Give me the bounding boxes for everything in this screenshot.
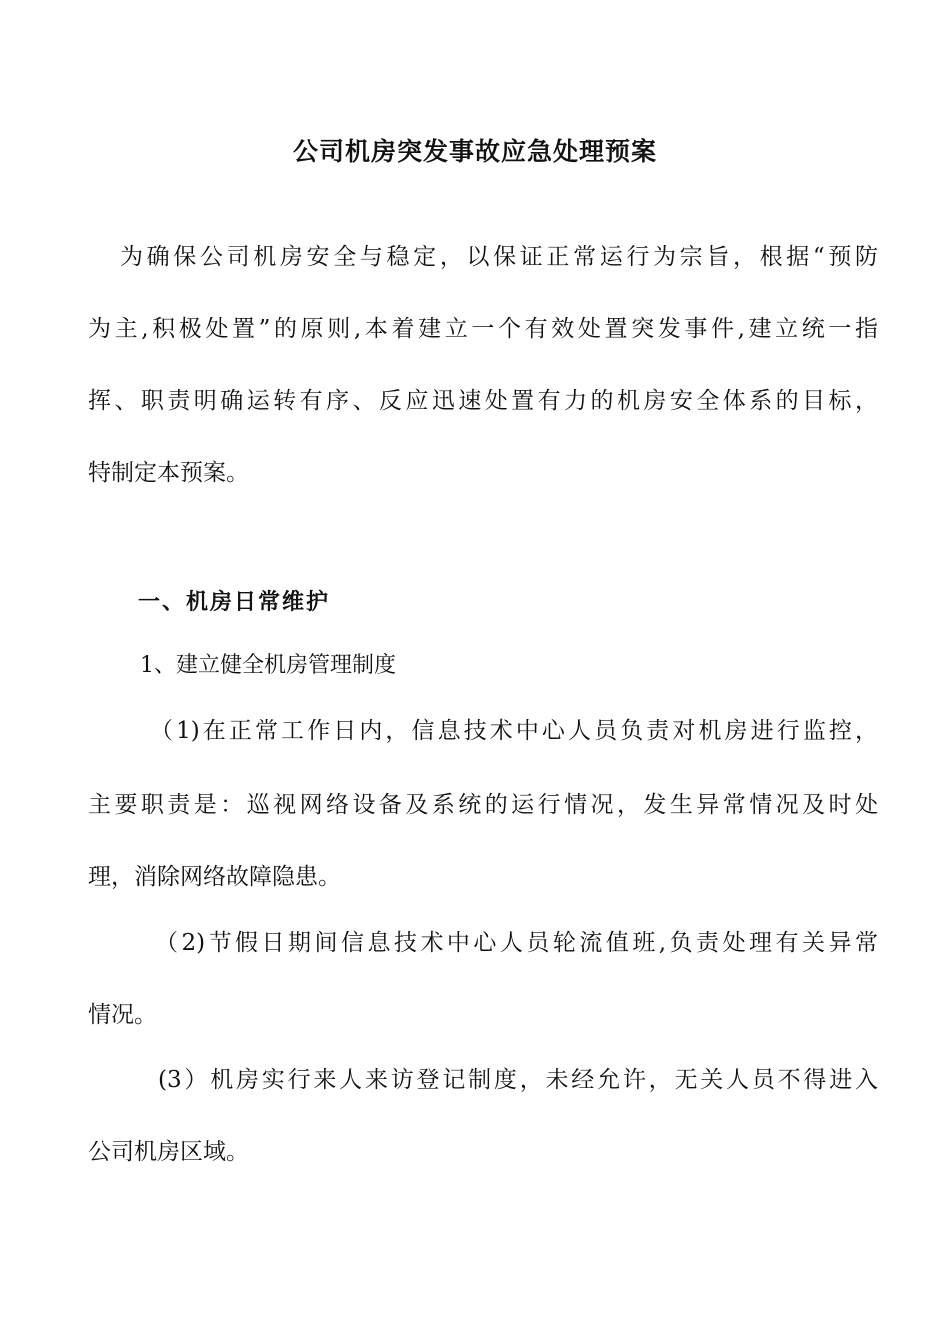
intro-line-4: 特制定本预案。 bbox=[88, 460, 249, 486]
item-3-line-1: (3）机房实行来人来访登记制度，未经允许，无关人员不得进入 bbox=[158, 1067, 878, 1093]
item-2-line-2: 情况。 bbox=[88, 1002, 157, 1028]
intro-line-2: 为主,积极处置”的原则,本着建立一个有效处置突发事件,建立统一指 bbox=[88, 316, 878, 342]
section-heading: 一、机房日常维护 bbox=[138, 589, 331, 615]
intro-line-1: 为确保公司机房安全与稳定，以保证正常运行为宗旨，根据“预防 bbox=[120, 244, 878, 270]
item-3-line-2: 公司机房区域。 bbox=[88, 1139, 249, 1165]
document-title: 公司机房突发事故应急处理预案 bbox=[292, 137, 657, 166]
item-1-line-1: （1)在正常工作日内，信息技术中心人员负责对机房进行监控， bbox=[150, 718, 878, 744]
item-2-line-1: （2)节假日期间信息技术中心人员轮流值班,负责处理有关异常 bbox=[155, 930, 878, 956]
item-1-line-3: 理，消除网络故障隐患。 bbox=[88, 864, 341, 890]
item-1-line-2: 主要职责是：巡视网络设备及系统的运行情况，发生异常情况及时处 bbox=[88, 792, 878, 818]
intro-line-3: 挥、职责明确运转有序、反应迅速处置有力的机房安全体系的目标， bbox=[88, 388, 878, 414]
sub-heading: 1、建立健全机房管理制度 bbox=[140, 653, 396, 678]
